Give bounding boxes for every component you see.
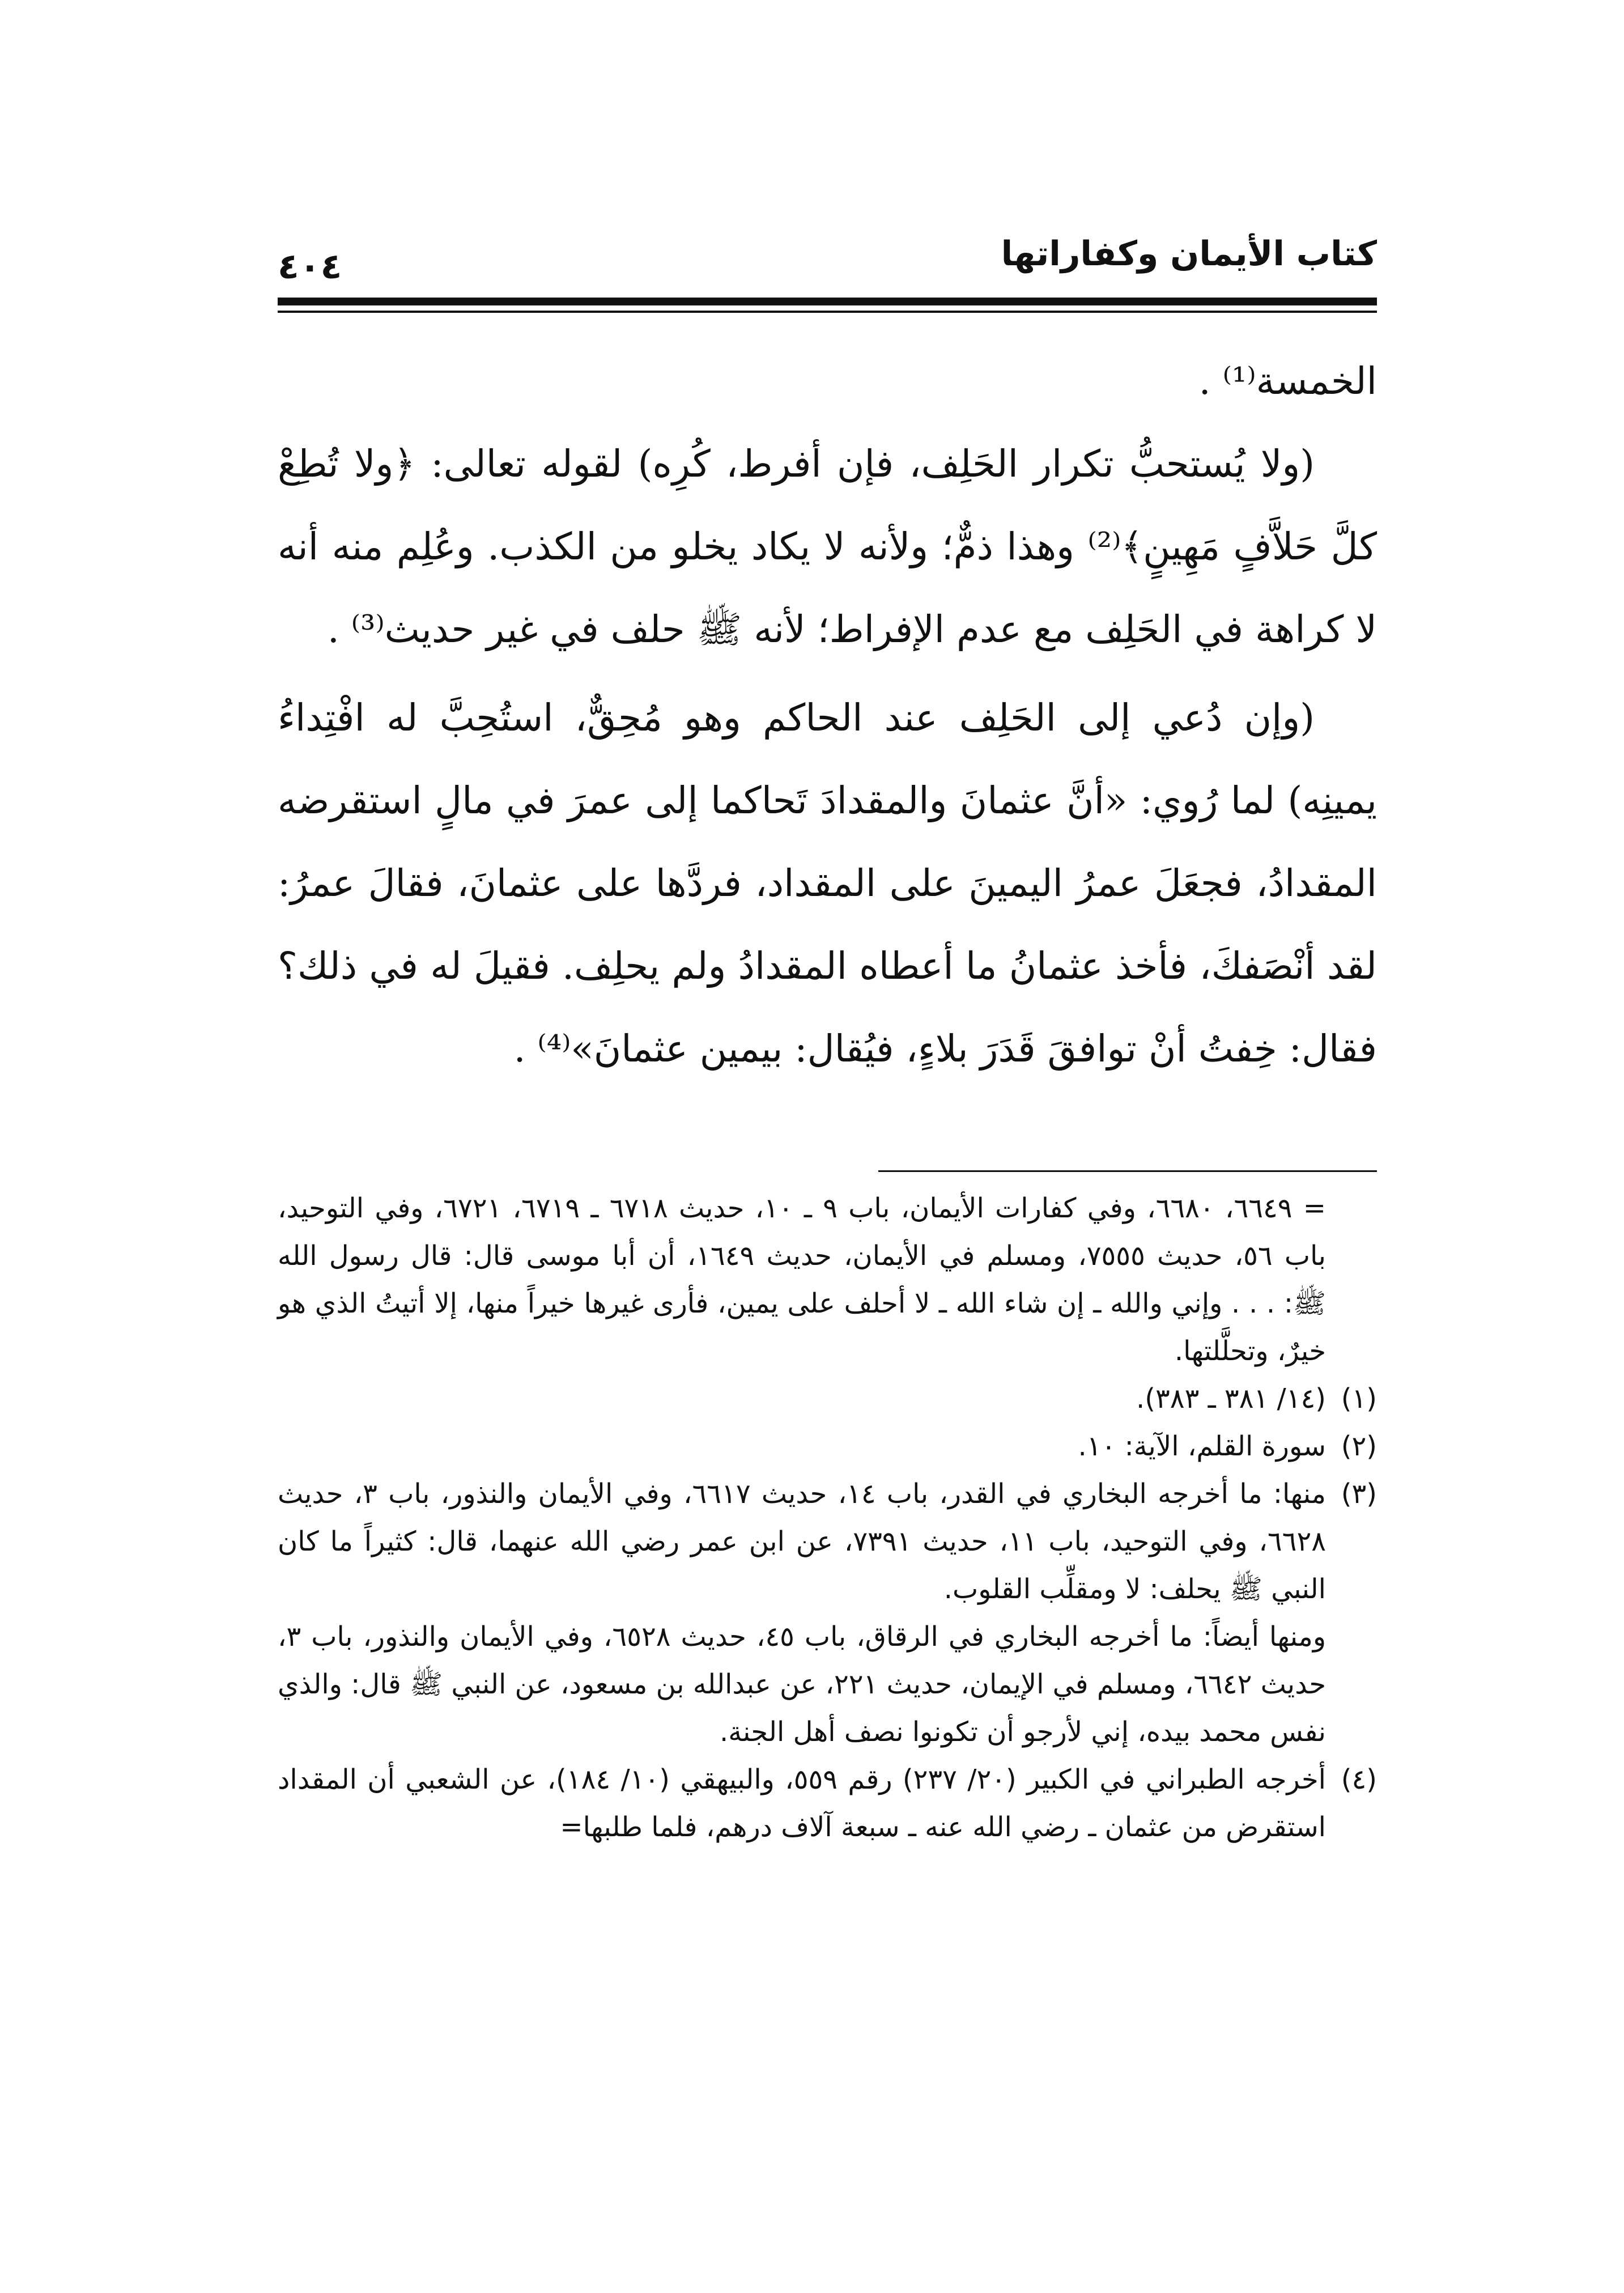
header-rule-thick [278, 298, 1377, 305]
paragraph-ransoming-oath: (وإن دُعي إلى الحَلِف عند الحاكم وهو مُحِقٌّ، استُحِبَّ له افْتِداءُ يمينِه) لما رُوي: «أنَّ عثمانَ والمقدادَ تَحاكما إلى عمرَ في مالٍ استقرضه المقدادُ، فجعَلَ عمرُ اليمينَ على المقداد، فردَّها على عثمانَ، فقالَ عمرُ: لقد أنْصَفكَ، فأخذ عثمانُ ما أعطاه المقدادُ ولم يحلِف. فقيلَ له في ذلك؟ فقال: خِفتُ أنْ توافقَ قَدَرَ بلاءٍ، فيُقال: بيمين عثمانَ»⁽⁴⁾ . [278, 696, 1377, 1071]
paragraph-repeated-oaths: (ولا يُستحبُّ تكرار الحَلِف، فإن أفرط، كُرِه) لقوله تعالى: ﴿ولا تُطِعْ كلَّ حَلاَّفٍ مَهِينٍ﴾⁽²⁾ وهذا ذمٌّ؛ ولأنه لا يكاد يخلو من الكذب. وعُلِم منه أنه لا كراهة في الحَلِف مع عدم الإفراط؛ لأنه ﷺ حلف في غير حديث⁽³⁾ . [278, 442, 1377, 651]
page-number: ٤٠٤ [278, 245, 342, 287]
footnote-continuation: = ٦٦٤٩، ٦٦٨٠، وفي كفارات الأيمان، باب ٩ ـ ١٠، حديث ٦٧١٨ ـ ٦٧١٩، ٦٧٢١، وفي التوحيد، باب ٥٦، حديث ٧٥٥٥، ومسلم في الأيمان، حديث ١٦٤٩، أن أبا موسى قال: قال رسول الله ﷺ: . . . وإني والله ـ إن شاء الله ـ لا أحلف على يمين، فأرى غيرها خيراً منها، إلا أتيتُ الذي هو خيرٌ، وتحلَّلتها. [278, 1192, 1327, 1367]
footnote-3-continued [278, 1613, 1377, 1756]
footnote-2 [278, 1422, 1377, 1470]
footnote-text: أخرجه الطبراني في الكبير (٢٠/ ٢٣٧) رقم ٥٥٩، والبيهقي (١٠/ ١٨٤)، عن الشعبي أن المقداد استقرض من عثمان ـ رضي الله عنه ـ سبعة آلاف درهم، فلما طلبها= [278, 1764, 1327, 1843]
footnote-marker: (٤) [1341, 1764, 1377, 1795]
footnote-text: ومنها أيضاً: ما أخرجه البخاري في الرقاق، باب ٤٥، حديث ٦٥٢٨، وفي الأيمان والنذور، باب ٣، حديث ٦٦٤٢، ومسلم في الإيمان، حديث ٢٢١، عن عبدالله بن مسعود، عن النبي ﷺ قال: والذي نفس محمد بيده، إني لأرجو أن تكونوا نصف أهل الجنة. [278, 1621, 1327, 1748]
main-text [278, 340, 1377, 1096]
footnote-marker: (٣) [1341, 1478, 1377, 1510]
footnote-3 [278, 1470, 1377, 1613]
footnote-text: (١٤/ ٣٨١ ـ ٣٨٣). [1136, 1383, 1326, 1415]
footnote-marker: (١) [1341, 1383, 1377, 1415]
footnotes [278, 1184, 1377, 1851]
header-rule-thin [278, 311, 1377, 313]
footnote-4 [278, 1756, 1377, 1851]
paragraph-continuation: الخمسة⁽¹⁾ . [1198, 359, 1377, 403]
running-header [278, 224, 1377, 292]
chapter-title: كتاب الأيمان وكفاراتها [1001, 234, 1377, 274]
footnote-marker: (٢) [1341, 1430, 1377, 1462]
footnote-text: سورة القلم، الآية: ١٠. [1078, 1430, 1326, 1462]
footnote-separator [878, 1170, 1377, 1172]
footnote-1 [278, 1375, 1377, 1422]
footnote-text: منها: ما أخرجه البخاري في القدر، باب ١٤، حديث ٦٦١٧، وفي الأيمان والنذور، باب ٣، حديث ٦٦٢٨، وفي التوحيد، باب ١١، حديث ٧٣٩١، عن ابن عمر رضي الله عنهما، قال: كثيراً ما كان النبي ﷺ يحلف: لا ومقلِّب القلوب. [278, 1478, 1327, 1605]
